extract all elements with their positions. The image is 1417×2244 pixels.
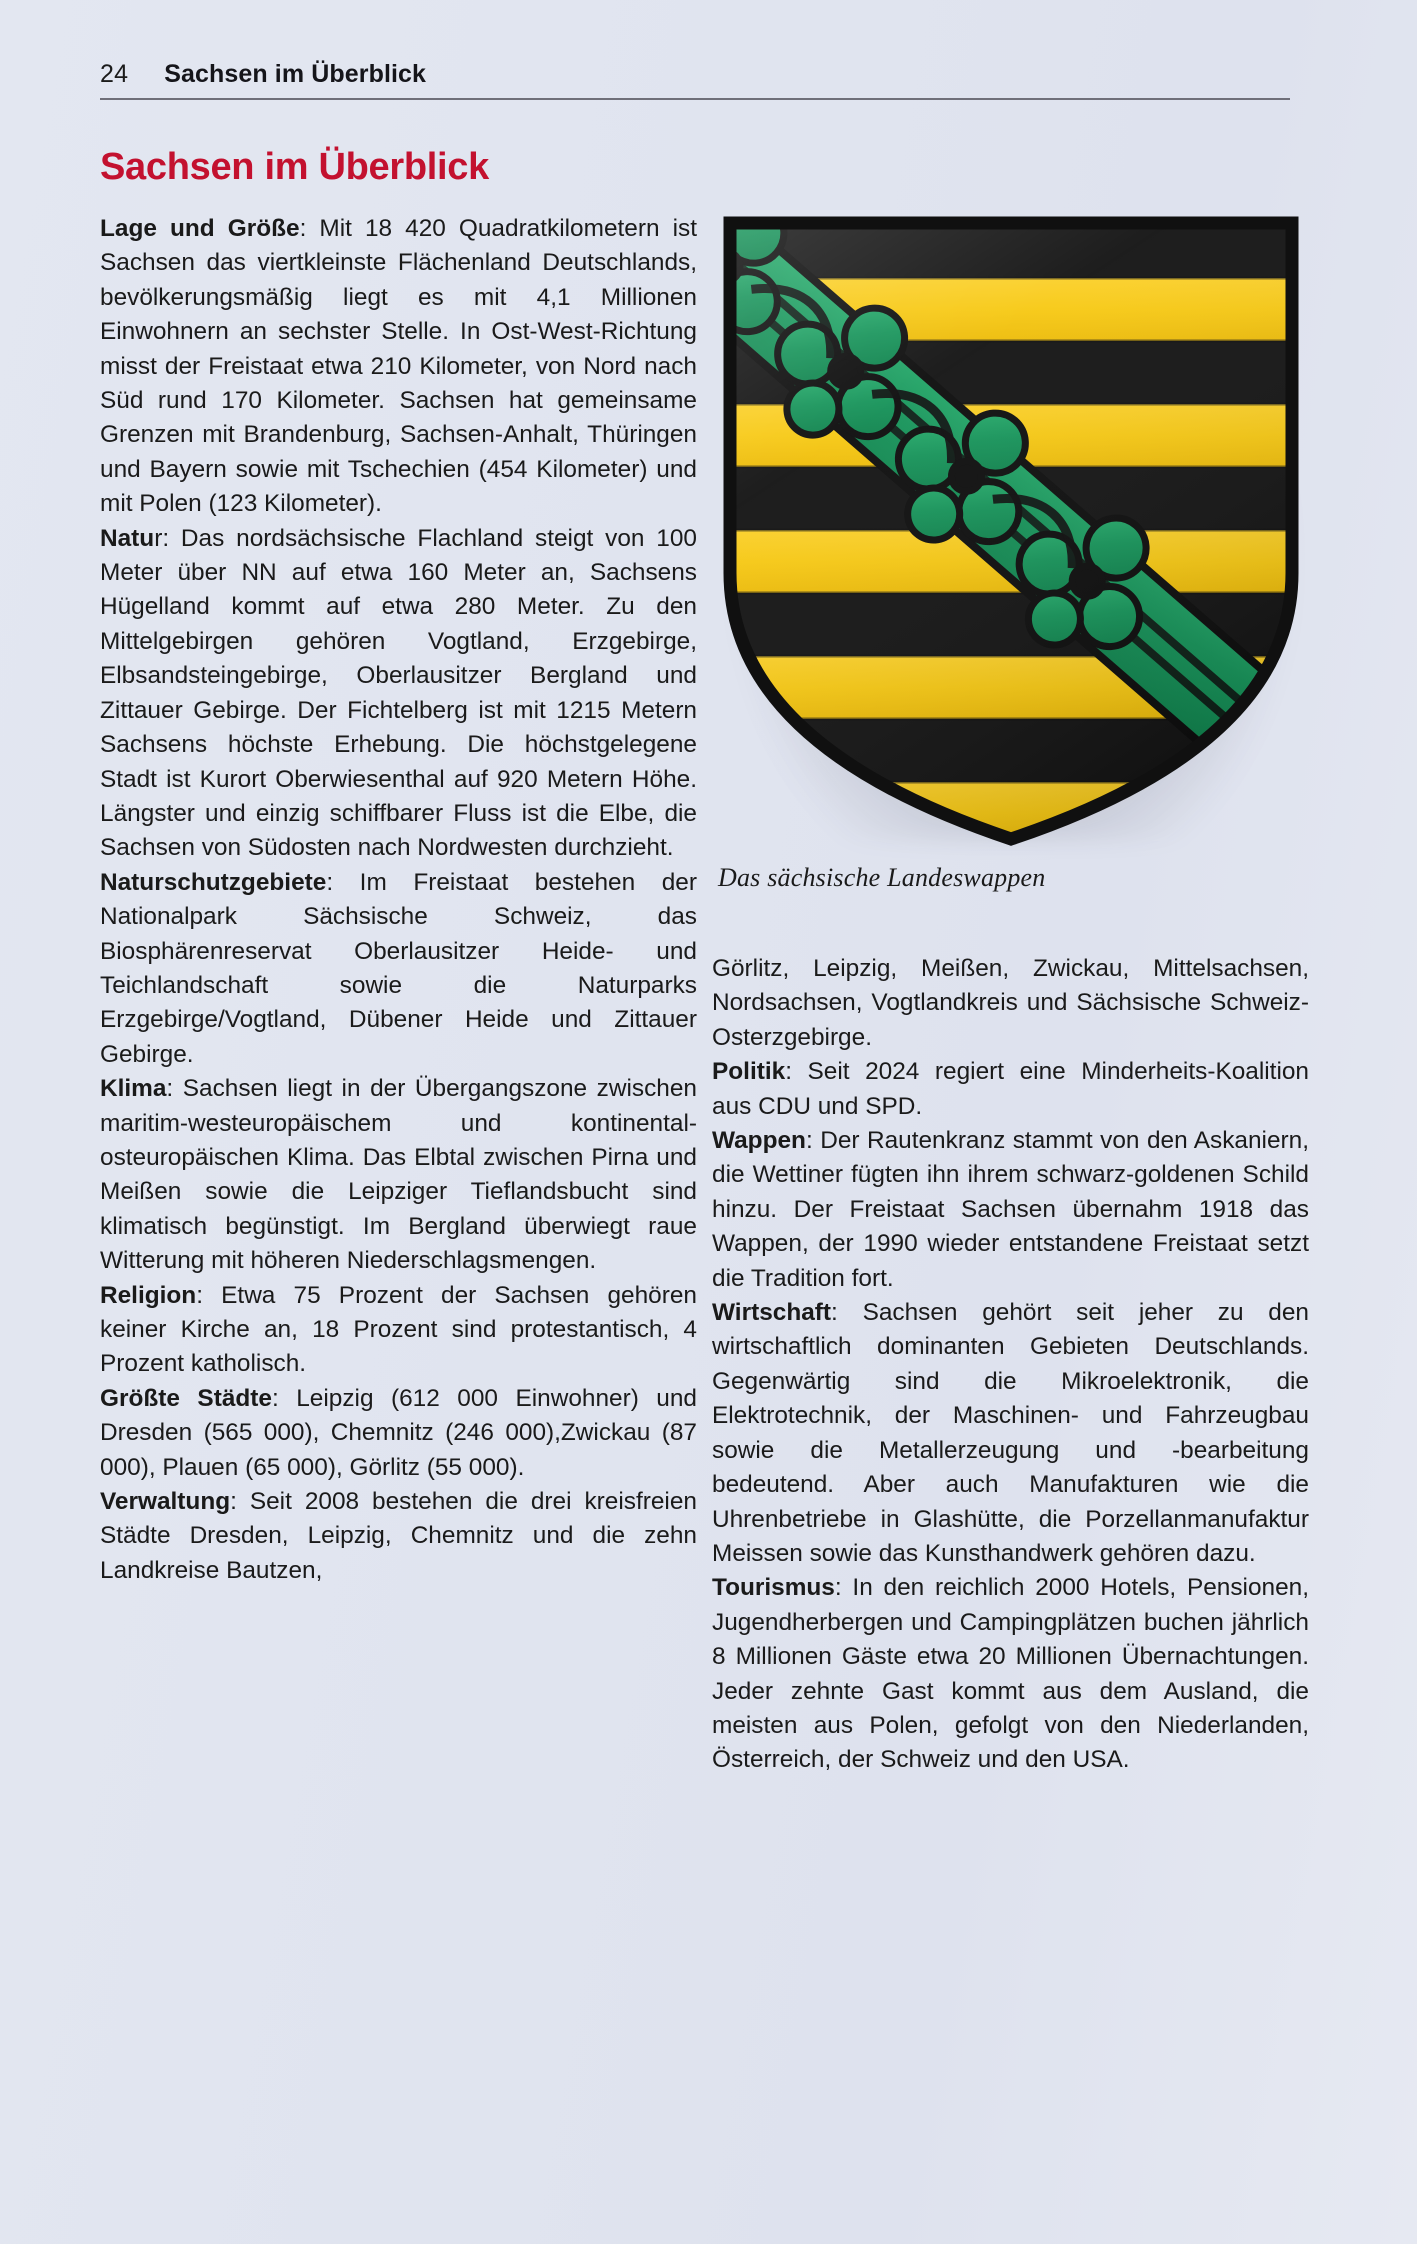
paragraph (100, 1382, 697, 1485)
paragraph-text: : Leipzig (612 000 Einwohner) und Dresden (565 000), Chemnitz (246 000),Zwickau (87 000), Plauen (65 000), Görlitz (55 000). (100, 1384, 697, 1481)
paragraph (712, 952, 1309, 1055)
saxony-shield-icon (722, 215, 1300, 847)
paragraph-lead-in: Politik (712, 1058, 786, 1086)
paragraph-lead-in: Verwaltung (100, 1488, 231, 1516)
paragraph-lead-in: Lage und Größe (100, 215, 300, 242)
paragraph (712, 1296, 1309, 1571)
paragraph-text: Görlitz, Leipzig, Meißen, Zwickau, Mittelsachsen, Nordsachsen, Vogtlandkreis und Sächsische Schweiz-Osterzgebirge. (712, 955, 1309, 1051)
paragraph-text: : Das nordsächsische Flachland steigt von 100 Meter über NN auf etwa 160 Meter an, Sachsens Hügelland kommt auf etwa 280 Meter. Zu den Mittelgebirgen gehören Vogtland, Erzgebirge, Elbsandsteingebirge, Oberlausitzer Bergland und Zittauer Gebirge. Der Fichtelberg ist mit 1215 Metern Sachsens höchste Erhebung. Die höchstgelegene Stadt ist Kurort Oberwiesenthal auf 920 Metern Höhe. Längster und einzig schiffbarer Fluss ist die Elbe, die Sachsen von Südosten nach Nordwesten durchzieht. (100, 524, 697, 862)
paragraph-lead-in: Klima (100, 1075, 167, 1103)
page-number: 24 (100, 60, 129, 88)
figure-caption: Das sächsische Landeswappen (718, 863, 1046, 892)
paragraph-lead-in: Naturschutzgebiete (100, 868, 327, 896)
paragraph-lead-in: Größte Städte (100, 1384, 272, 1412)
paragraph (100, 1072, 697, 1278)
paragraph (100, 1279, 697, 1382)
paragraph-text: : Sachsen liegt in der Übergangszone zwischen maritim-westeuropäischem und kontinental-osteuropäischen Klima. Das Elbtal zwischen Pirna und Meißen sowie die Leipziger Tieflandsbucht sind klimatisch begünstigt. Im Bergland überwiegt raue Witterung mit höheren Niederschlagsmengen. (100, 1075, 697, 1275)
paragraph (100, 212, 697, 522)
running-head-title: Sachsen im Überblick (164, 60, 427, 88)
paragraph-text: : Seit 2024 regiert eine Minderheits-Koalition aus CDU und SPD. (712, 1058, 1309, 1120)
coat-of-arms-figure (712, 215, 1309, 893)
paragraph (712, 1571, 1309, 1777)
paragraph (100, 522, 697, 866)
paragraph-text: : Etwa 75 Prozent der Sachsen gehören keiner Kirche an, 18 Prozent sind protestantisch, 4 Prozent katholisch. (100, 1281, 697, 1378)
body-column-right (712, 952, 1309, 1778)
paragraph (712, 1124, 1309, 1296)
paragraph-lead-in: Tourismus (712, 1574, 835, 1602)
page-title: Sachsen im Überblick (100, 146, 489, 189)
paragraph-lead-in: Natu (100, 524, 155, 552)
paragraph-text: : In den reichlich 2000 Hotels, Pensionen, Jugendherbergen und Campingplätzen buchen jährlich 8 Millionen Gäste etwa 20 Millionen Übernachtungen. Jeder zehnte Gast kommt aus dem Ausland, die meisten aus Polen, gefolgt von den Niederlanden, Österreich, der Schweiz und den USA. (712, 1574, 1309, 1774)
paragraph (712, 1055, 1309, 1124)
paragraph-text: : Im Freistaat bestehen der Nationalpark Sächsische Schweiz, das Biosphärenreservat Oberlausitzer Heide- und Teichlandschaft sowie die Naturparks Erzgebirge/Vogtland, Dübener Heide und Zittauer Gebirge. (100, 868, 697, 1068)
paragraph-lead-in: Wirtschaft (712, 1299, 832, 1327)
paragraph-lead-in: Religion (100, 1281, 197, 1309)
paragraph-text: : Der Rautenkranz stammt von den Askaniern, die Wettiner fügten ihn ihrem schwarz-goldenen Schild hinzu. Der Freistaat Sachsen übernahm 1918 das Wappen, der 1990 wieder entstandene Freistaat setzt die Tradition fort. (712, 1127, 1309, 1292)
coat-of-arms-image (722, 215, 1300, 847)
paragraph-text: : Sachsen gehört seit jeher zu den wirtschaftlich dominanten Gebieten Deutschlands. Gegenwärtig sind die Mikroelektronik, die Elektrotechnik, der Maschinen- und Fahrzeugbau sowie die Metallerzeugung und -bearbeitung bedeutend. Aber auch Manufakturen wie die Uhrenbetriebe in Glashütte, die Porzellanmanufaktur Meissen sowie das Kunsthandwerk gehören dazu. (712, 1299, 1309, 1567)
running-head (100, 60, 1290, 100)
paragraph-text: : Mit 18 420 Quadratkilometern ist Sachsen das viertkleinste Flächenland Deutschlands, bevölkerungsmäßig liegt es mit 4,1 Millionen Einwohnern an sechster Stelle. In Ost-West-Richtung misst der Freistaat etwa 210 Kilometer, von Nord nach Süd rund 170 Kilometer. Sachsen hat gemeinsame Grenzen mit Brandenburg, Sachsen-Anhalt, Thüringen und Bayern sowie mit Tschechien (454 Kilometer) und mit Polen (123 Kilometer). (100, 215, 697, 518)
paragraph (100, 866, 697, 1072)
paragraph (100, 1485, 697, 1588)
paragraph-lead-in: Wappen (712, 1127, 806, 1155)
paragraph-text: : Seit 2008 bestehen die drei kreisfreien Städte Dresden, Leipzig, Chemnitz und die zehn Landkreise Bautzen, (100, 1488, 697, 1584)
body-column-left (100, 212, 697, 1588)
paragraph-lead-in-tail: r (154, 524, 163, 552)
